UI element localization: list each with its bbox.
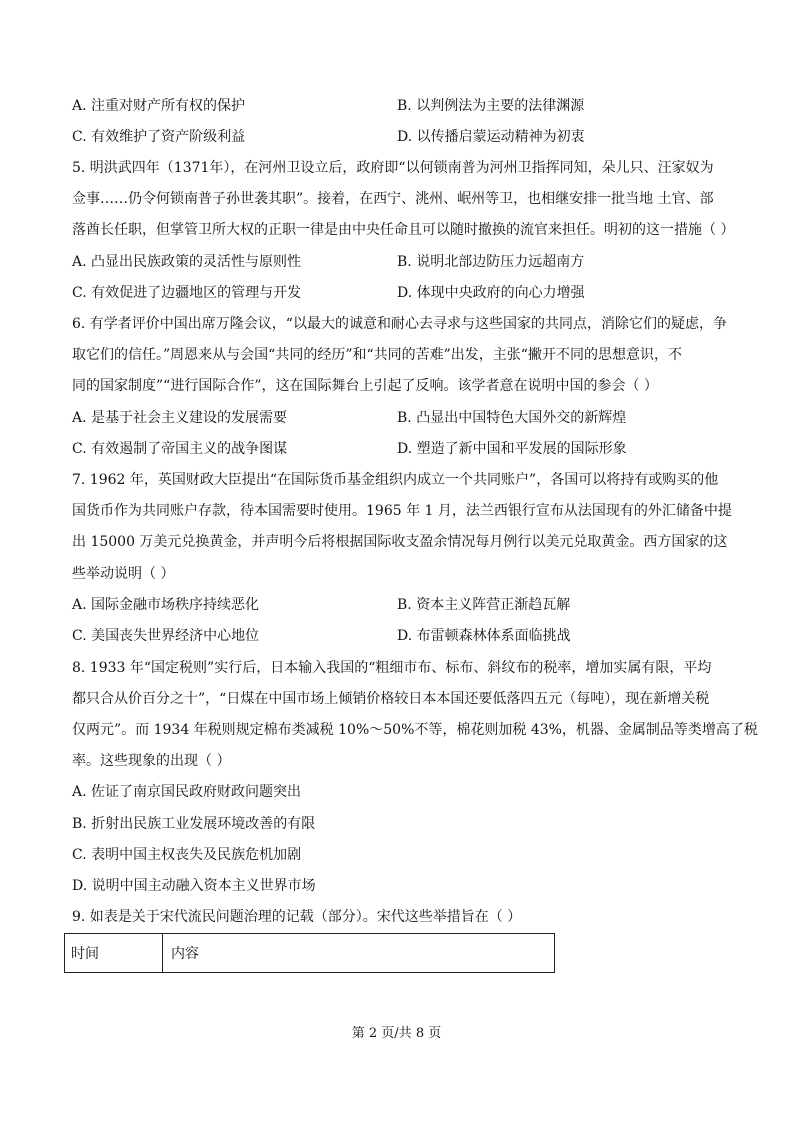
page-number-footer: 第 2 页/共 8 页 bbox=[351, 1026, 442, 1041]
q5-option-a: A. 凸显出民族政策的灵活性与原则性 bbox=[72, 254, 302, 270]
q4-option-a: A. 注重对财产所有权的保护 bbox=[72, 98, 246, 114]
q8-stem-line-4: 率。这些现象的出现（ ） bbox=[72, 753, 231, 769]
q4-option-c: C. 有效维护了资产阶级利益 bbox=[72, 129, 246, 145]
q8-option-d: D. 说明中国主动融入资本主义世界市场 bbox=[72, 878, 316, 894]
q7-option-a: A. 国际金融市场秩序持续恶化 bbox=[72, 597, 260, 613]
q8-stem-line-3: 仅两元”。而 1934 年税则规定棉布类减税 10%～50%不等，棉花则加税 43%，机器、金属制品等类增高了税 bbox=[72, 722, 758, 738]
q8-option-a: A. 佐证了南京国民政府财政问题突出 bbox=[72, 784, 302, 800]
q7-stem-line-1: 7. 1962 年，英国财政大臣提出“在国际货币基金组织内成立一个共同账户”，各国可以将持有或购买的他 bbox=[72, 472, 719, 488]
q6-stem-line-2: 取它们的信任。”周恩来从与会国“共同的经历”和“共同的苦难”出发，主张“撇开不同的思想意识，不 bbox=[72, 347, 682, 363]
q7-option-d: D. 布雷顿森林体系面临挑战 bbox=[397, 628, 571, 644]
q5-stem-line-1: 5. 明洪武四年（1371年），在河州卫设立后，政府即“以何锁南普为河州卫指挥同知，朵儿只、汪家奴为 bbox=[72, 160, 714, 176]
q8-stem-line-1: 8. 1933 年“国定税则”实行后，日本输入我国的“粗细市布、标布、斜纹布的税率，增加实属有限，平均 bbox=[72, 660, 712, 676]
q9-stem: 9. 如表是关于宋代流民问题治理的记载（部分）。宋代这些举措旨在（ ） bbox=[72, 909, 522, 925]
q9-table-header-time: 时间 bbox=[71, 946, 99, 962]
q7-stem-line-3: 出 15000 万美元兑换黄金，并声明今后将根据国际收支盈余情况每月例行以美元兑取黄金。西方国家的这 bbox=[72, 534, 728, 550]
q5-stem-line-2: 佥事……仍令何锁南普子孙世袭其职”。接着，在西宁、洮州、岷州等卫，也相继安排一批当地 土官、部 bbox=[72, 191, 714, 207]
q6-option-b: B. 凸显出中国特色大国外交的新辉煌 bbox=[397, 410, 627, 426]
q5-stem-line-3: 落酋长任职，但掌管卫所大权的正职一律是由中央任命且可以随时撤换的流官来担任。明初的这一措施（ ） bbox=[72, 222, 735, 238]
q6-option-d: D. 塑造了新中国和平发展的国际形象 bbox=[397, 441, 627, 457]
q6-option-a: A. 是基于社会主义建设的发展需要 bbox=[72, 410, 288, 426]
q8-stem-line-2: 都只合从价百分之十”，“日煤在中国市场上倾销价格较日本本国还要低落四五元（每吨），现在新增关税 bbox=[72, 691, 710, 707]
q4-option-b: B. 以判例法为主要的法律渊源 bbox=[397, 98, 585, 114]
q5-option-c: C. 有效促进了边疆地区的管理与开发 bbox=[72, 285, 302, 301]
q6-stem-line-1: 6. 有学者评价中国出席万隆会议，“以最大的诚意和耐心去寻求与这些国家的共同点，消除它们的疑虑，争 bbox=[72, 316, 727, 332]
q7-option-c: C. 美国丧失世界经济中心地位 bbox=[72, 628, 260, 644]
q5-option-d: D. 体现中央政府的向心力增强 bbox=[397, 285, 585, 301]
q9-table-header-content: 内容 bbox=[171, 946, 199, 962]
q8-option-b: B. 折射出民族工业发展环境改善的有限 bbox=[72, 816, 316, 832]
q9-table bbox=[64, 933, 555, 973]
q5-option-b: B. 说明北部边防压力远超南方 bbox=[397, 254, 585, 270]
q7-stem-line-2: 国货币作为共同账户存款，待本国需要时使用。1965 年 1 月，法兰西银行宣布从法国现有的外汇储备中提 bbox=[72, 503, 732, 519]
q4-option-d: D. 以传播启蒙运动精神为初衷 bbox=[397, 129, 585, 145]
q7-stem-line-4: 些举动说明（ ） bbox=[72, 566, 175, 582]
q7-option-b: B. 资本主义阵营正渐趋瓦解 bbox=[397, 597, 571, 613]
q6-stem-line-3: 同的国家制度”“进行国际合作”，这在国际舞台上引起了反响。该学者意在说明中国的参会（ ） bbox=[72, 378, 658, 394]
q8-option-c: C. 表明中国主权丧失及民族危机加剧 bbox=[72, 847, 302, 863]
q6-option-c: C. 有效遏制了帝国主义的战争图谋 bbox=[72, 441, 288, 457]
